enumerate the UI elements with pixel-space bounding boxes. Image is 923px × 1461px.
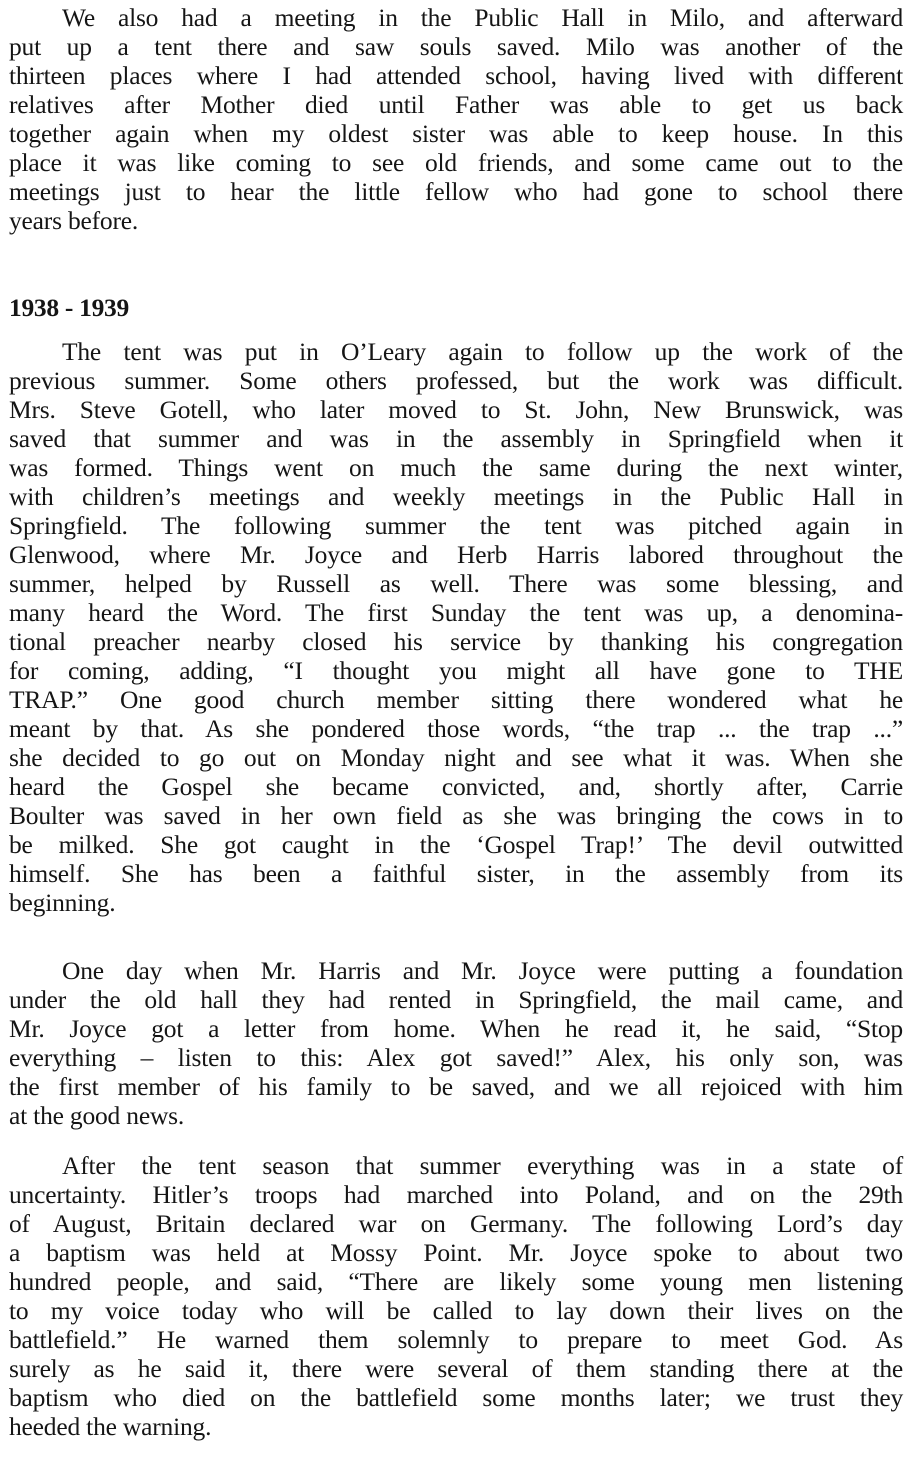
text-line: put up a tent there and saw souls saved. Milo was another of the bbox=[9, 32, 903, 61]
text-line: tional preacher nearby closed his service by thanking his congregation bbox=[9, 627, 903, 656]
text-line: summer, helped by Russell as well. There was some blessing, and bbox=[9, 569, 903, 598]
text-line: Boulter was saved in her own field as she was bringing the cows in to bbox=[9, 801, 903, 830]
text-line: surely as he said it, there were several of them standing there at the bbox=[9, 1354, 903, 1383]
text-line: together again when my oldest sister was able to keep house. In this bbox=[9, 119, 903, 148]
text-line: TRAP.” One good church member sitting there wondered what he bbox=[9, 685, 903, 714]
text-line: meetings just to hear the little fellow who had gone to school there bbox=[9, 177, 903, 206]
text-line: years before. bbox=[9, 206, 139, 235]
text-line: many heard the Word. The first Sunday the tent was up, a denomina- bbox=[9, 598, 903, 627]
text-line: Glenwood, where Mr. Joyce and Herb Harris labored throughout the bbox=[9, 540, 903, 569]
text-line: Mr. Joyce got a letter from home. When he read it, he said, “Stop bbox=[9, 1014, 903, 1043]
text-line: thirteen places where I had attended school, having lived with different bbox=[9, 61, 903, 90]
text-line: under the old hall they had rented in Springfield, the mail came, and bbox=[9, 985, 903, 1014]
text-line: everything – listen to this: Alex got saved!” Alex, his only son, was bbox=[9, 1043, 903, 1072]
text-line: saved that summer and was in the assembly in Springfield when it bbox=[9, 424, 903, 453]
text-line: Mrs. Steve Gotell, who later moved to St. John, New Brunswick, was bbox=[9, 395, 903, 424]
text-line: battlefield.” He warned them solemnly to prepare to meet God. As bbox=[9, 1325, 903, 1354]
text-line: One day when Mr. Harris and Mr. Joyce were putting a foundation bbox=[62, 956, 903, 985]
text-line: beginning. bbox=[9, 888, 116, 917]
text-line: be milked. She got caught in the ‘Gospel Trap!’ The devil outwitted bbox=[9, 830, 903, 859]
text-line: heard the Gospel she became convicted, and, shortly after, Carrie bbox=[9, 772, 903, 801]
text-line: uncertainty. Hitler’s troops had marched into Poland, and on the 29th bbox=[9, 1180, 903, 1209]
text-line: Springfield. The following summer the tent was pitched again in bbox=[9, 511, 903, 540]
text-line: for coming, adding, “I thought you might all have gone to THE bbox=[9, 656, 903, 685]
text-line: with children’s meetings and weekly meetings in the Public Hall in bbox=[9, 482, 903, 511]
text-line: to my voice today who will be called to lay down their lives on the bbox=[9, 1296, 903, 1325]
text-line: at the good news. bbox=[9, 1101, 185, 1130]
text-line: was formed. Things went on much the same during the next winter, bbox=[9, 453, 903, 482]
text-line: himself. She has been a faithful sister, in the assembly from its bbox=[9, 859, 903, 888]
text-line: baptism who died on the battlefield some months later; we trust they bbox=[9, 1383, 903, 1412]
text-line: she decided to go out on Monday night and see what it was. When she bbox=[9, 743, 903, 772]
text-line: place it was like coming to see old friends, and some came out to the bbox=[9, 148, 903, 177]
text-line: After the tent season that summer everything was in a state of bbox=[62, 1151, 903, 1180]
text-line: a baptism was held at Mossy Point. Mr. Joyce spoke to about two bbox=[9, 1238, 903, 1267]
text-line: previous summer. Some others professed, but the work was difficult. bbox=[9, 366, 903, 395]
text-line: heeded the warning. bbox=[9, 1412, 212, 1441]
text-line: relatives after Mother died until Father was able to get us back bbox=[9, 90, 903, 119]
text-line: hundred people, and said, “There are likely some young men listening bbox=[9, 1267, 903, 1296]
text-line: the first member of his family to be saved, and we all rejoiced with him bbox=[9, 1072, 903, 1101]
text-line: of August, Britain declared war on Germany. The following Lord’s day bbox=[9, 1209, 903, 1238]
text-line: meant by that. As she pondered those words, “the trap ... the trap ...” bbox=[9, 714, 903, 743]
section-heading: 1938 - 1939 bbox=[9, 293, 129, 322]
text-line: We also had a meeting in the Public Hall in Milo, and afterward bbox=[62, 3, 903, 32]
text-line: The tent was put in O’Leary again to follow up the work of the bbox=[62, 337, 903, 366]
